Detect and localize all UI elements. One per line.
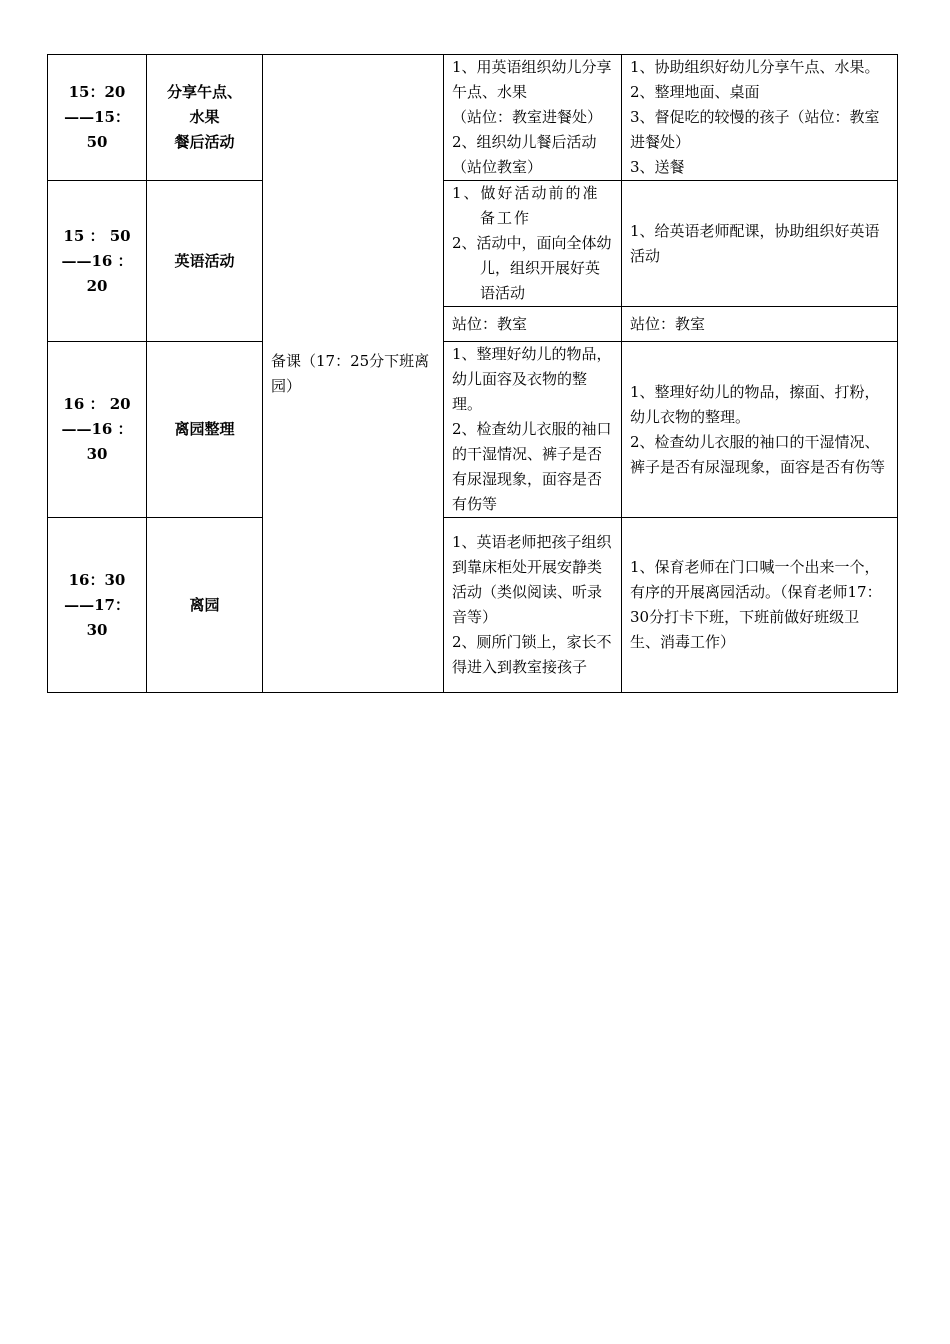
table-row: [48, 181, 898, 307]
activity-cell: 离园: [147, 518, 263, 693]
prep-note: 备课（17：25分下班离园）: [271, 351, 430, 395]
time-cell: 16 ： 20 ——16 ： 30: [48, 342, 147, 518]
time-cell: 16：30 ——17： 30: [48, 518, 147, 693]
activity-cell: 离园整理: [147, 342, 263, 518]
table-row: [48, 518, 898, 693]
time-cell: 15：20 ——15： 50: [48, 55, 147, 181]
teacher-duty-cell: 1、整理好幼儿的物品，幼儿面容及衣物的整理。 2、检查幼儿衣服的袖口的干湿情况、裤子是否有尿湿现象，面容是否有伤等: [444, 342, 622, 518]
activity-cell: 分享午点、 水果 餐后活动: [147, 55, 263, 181]
caregiver-duty-cell: 1、给英语老师配课，协助组织好英语活动: [622, 181, 898, 307]
table-row: [48, 342, 898, 518]
prep-note-cell: [263, 55, 444, 693]
teacher-duty-cell: 1、做好活动前的准备工作 2、活动中，面向全体幼儿，组织开展好英语活动: [444, 181, 622, 307]
time-cell: 15 ： 50 ——16 ： 20: [48, 181, 147, 342]
schedule-table: [47, 54, 898, 693]
activity-cell: 英语活动: [147, 181, 263, 342]
caregiver-duty-cell: 1、保育老师在门口喊一个出来一个，有序的开展离园活动。（保育老师17：30分打卡下班，下班前做好班级卫生、消毒工作）: [622, 518, 898, 693]
caregiver-duty-cell: 1、协助组织好幼儿分享午点、水果。 2、整理地面、桌面 3、督促吃的较慢的孩子（站位：教室进餐处） 3、送餐: [622, 55, 898, 181]
caregiver-duty-cell: 1、整理好幼儿的物品，擦面、打粉，幼儿衣物的整理。 2、检查幼儿衣服的袖口的干湿情况、裤子是否有尿湿现象，面容是否有伤等: [622, 342, 898, 518]
teacher-duty-cell: 1、用英语组织幼儿分享午点、水果 （站位：教室进餐处） 2、组织幼儿餐后活动（站位教室）: [444, 55, 622, 181]
teacher-duty-cell: 1、英语老师把孩子组织到靠床柜处开展安静类活动（类似阅读、听录音等） 2、厕所门锁上，家长不得进入到教室接孩子: [444, 518, 622, 693]
table-row: [48, 55, 898, 181]
station-teacher-cell: 站位：教室: [444, 307, 622, 342]
station-caregiver-cell: 站位：教室: [622, 307, 898, 342]
